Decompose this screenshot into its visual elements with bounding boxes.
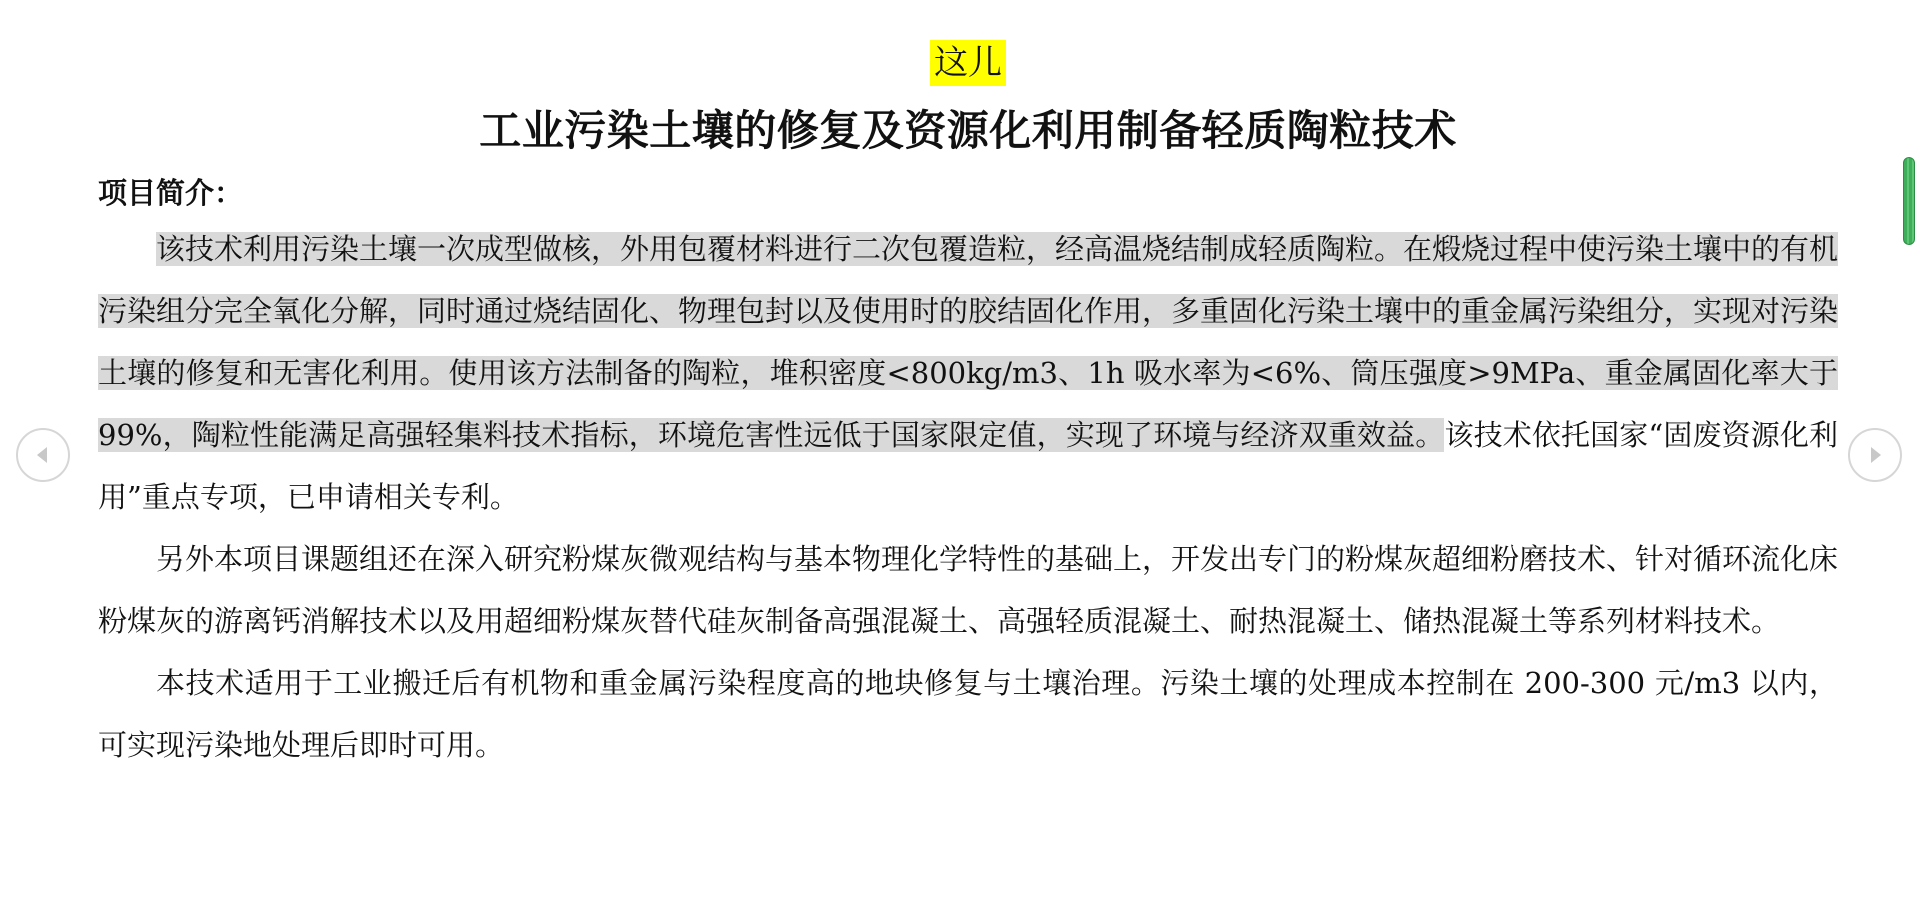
chevron-left-icon <box>32 444 54 466</box>
section-label: 项目简介： <box>98 176 244 210</box>
paragraph-2: 另外本项目课题组还在深入研究粉煤灰微观结构与基本物理化学特性的基础上，开发出专门的粉煤灰超细粉磨技术、针对循环流化床粉煤灰的游离钙消解技术以及用超细粉煤灰替代硅灰制备高强混凝土、高强轻质混凝土、耐热混凝土、储热混凝土等系列材料技术。 <box>98 542 1839 638</box>
paragraph-1-rest: 该技术依托国家“固废资源化利用”重点专项，已申请相关专利。 <box>98 418 1838 514</box>
highlighted-marker: 这儿 <box>930 40 1006 86</box>
paragraph-3: 本技术适用于工业搬迁后有机物和重金属污染程度高的地块修复与土壤治理。污染土壤的处理成本控制在 200-300 元/m3 以内，可实现污染地处理后即时可用。 <box>98 666 1838 762</box>
chevron-right-icon <box>1864 444 1886 466</box>
prev-page-button[interactable] <box>16 428 70 482</box>
document-page <box>98 40 1838 776</box>
selected-text[interactable]: 该技术利用污染土壤一次成型做核，外用包覆材料进行二次包覆造粒，经高温烧结制成轻质陶粒。在煅烧过程中使污染土壤中的有机污染组分完全氧化分解，同时通过烧结固化、物理包封以及使用时的胶结固化作用，多重固化污染土壤中的重金属污染组分，实现对污染土壤的修复和无害化利用。使用该方法制备的陶粒，堆积密度<800kg/m3、1h 吸水率为<6%、筒压强度>9MPa、重金属固化率大于 99%，陶粒性能满足高强轻集料技术指标，环境危害性远低于国家限定值，实现了环境与经济双重效益。 <box>98 232 1839 452</box>
document-title: 工业污染土壤的修复及资源化利用制备轻质陶粒技术 <box>479 106 1457 155</box>
paragraph-1 <box>98 218 1838 528</box>
marker-row <box>98 40 1838 98</box>
next-page-button[interactable] <box>1848 428 1902 482</box>
scrollbar-thumb[interactable] <box>1903 157 1915 245</box>
